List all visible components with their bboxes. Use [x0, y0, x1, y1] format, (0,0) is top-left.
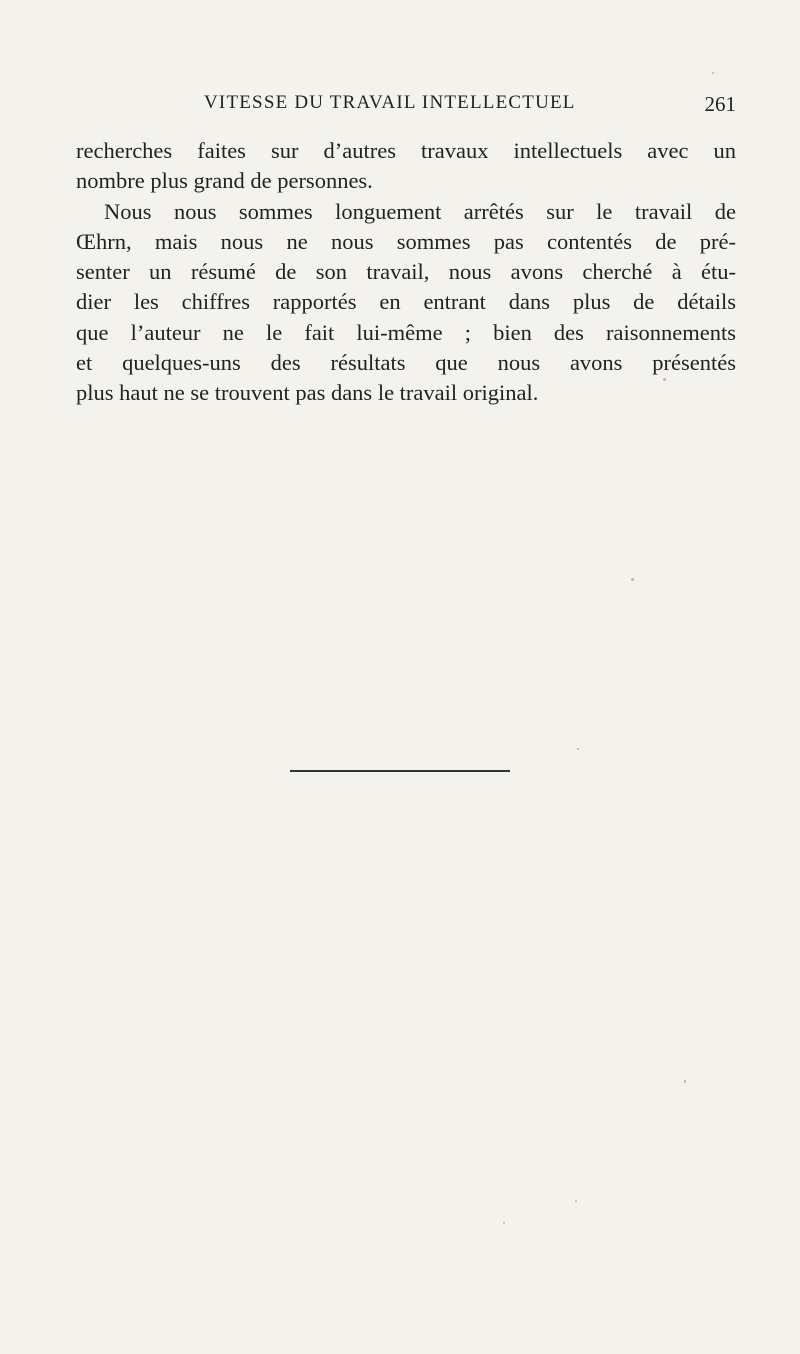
section-end-rule	[290, 770, 510, 772]
text-line: plus haut ne se trouvent pas dans le travail original.	[76, 380, 539, 406]
paper-speck	[577, 748, 579, 750]
paper-speck	[631, 578, 634, 581]
text-line: Œhrn, mais nous ne nous sommes pas contentés de pré-	[76, 228, 736, 254]
text-line: nombre plus grand de personnes.	[76, 168, 373, 194]
page-number: 261	[704, 92, 736, 116]
text-line: recherches faites sur d’autres travaux intellectuels avec un	[76, 138, 736, 163]
body-text	[76, 136, 736, 409]
text-line: et quelques-uns des résultats que nous avons présentés	[76, 350, 736, 376]
text-line: senter un résumé de son travail, nous avons cherché à étu-	[76, 259, 736, 285]
paper-speck	[684, 1080, 686, 1083]
paper-speck	[575, 1200, 577, 1202]
paper-speck	[712, 72, 714, 74]
text-line: Nous nous sommes longuement arrêtés sur le travail de	[104, 198, 736, 224]
text-line: dier les chiffres rapportés en entrant dans plus de détails	[76, 289, 736, 315]
running-title: VITESSE DU TRAVAIL INTELLECTUEL	[204, 92, 576, 113]
paper-speck	[663, 378, 666, 381]
text-line: que l’auteur ne le fait lui-même ; bien des raisonnements	[76, 319, 736, 345]
running-head	[76, 92, 736, 120]
paper-speck	[503, 1222, 505, 1224]
